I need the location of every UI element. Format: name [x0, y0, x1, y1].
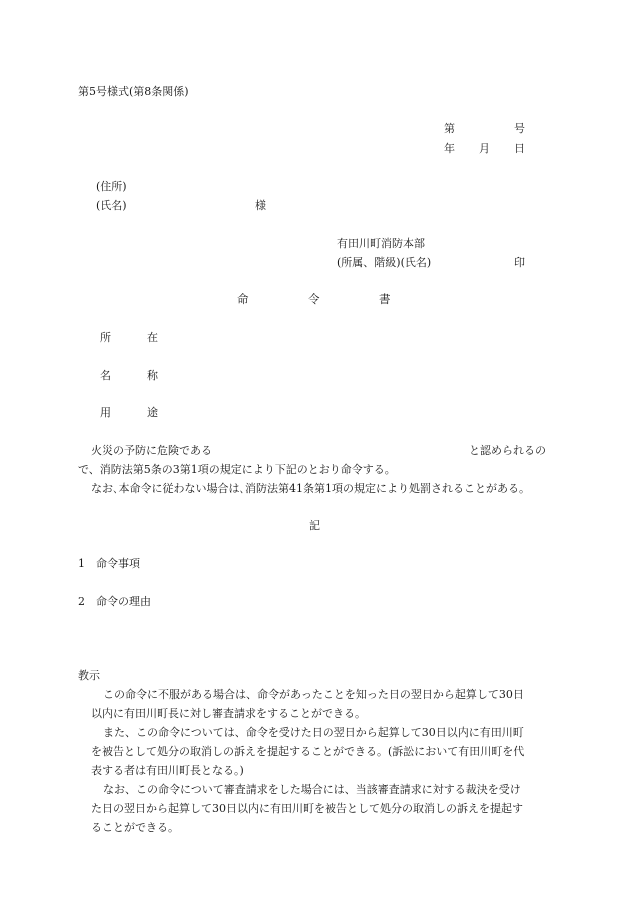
form-label: 第5号様式(第8条関係) — [78, 85, 189, 98]
title-char-sho: 書 — [379, 292, 391, 306]
issuer-position-label: (所属、階級)(氏名) — [337, 256, 432, 269]
notice-heading: 教示 — [78, 669, 100, 682]
field-name-char-1: 名 — [100, 369, 111, 382]
body-line-3: なお､本命令に従わない場合は､消防法第41条第1項の規定により処罰されることがある。 — [91, 482, 530, 495]
item-order-reason: 2 命令の理由 — [78, 595, 151, 608]
issuer-organization: 有田川町消防本部 — [337, 237, 425, 250]
notice-line-6: なお、この命令について審査請求をした場合には、当該審査請求に対する裁決を受け — [103, 783, 521, 796]
notice-line-8: ることができる。 — [91, 821, 179, 834]
field-use-char-1: 用 — [100, 406, 111, 419]
document-number-prefix: 第 — [444, 122, 455, 135]
issuer-seal-mark: 印 — [514, 256, 525, 269]
field-use-char-2: 途 — [147, 406, 158, 419]
notice-line-5: 表する者は有田川町長となる。) — [91, 764, 244, 777]
record-mark: 記 — [309, 519, 320, 532]
title-char-rei: 令 — [308, 292, 320, 306]
document-number-suffix: 号 — [514, 122, 525, 135]
field-location-char-2: 在 — [147, 331, 158, 344]
body-line-1-end: と認められるの — [469, 444, 546, 457]
title-char-mei: 命 — [237, 292, 249, 306]
body-line-2: で、消防法第5条の3第1項の規定により下記のとおり命令する。 — [78, 463, 396, 476]
recipient-name-label: (氏名) — [96, 199, 127, 212]
item-order-matters: 1 命令事項 — [78, 557, 140, 570]
notice-line-1: この命令に不服がある場合は、命令があったことを知った日の翌日から起算して30日 — [103, 688, 524, 701]
notice-line-4: を被告として処分の取消しの訴えを提起することができる。(訴訟において有田川町を代 — [91, 745, 525, 758]
notice-line-2: 以内に有田川町長に対し審査請求をすることができる。 — [91, 707, 366, 720]
body-line-1-start: 火災の予防に危険である — [91, 444, 212, 457]
field-name-char-2: 称 — [147, 369, 158, 382]
recipient-address-label: (住所) — [96, 180, 127, 193]
notice-line-7: た日の翌日から起算して30日以内に有田川町を被告として処分の取消しの訴えを提起す — [91, 802, 523, 815]
field-location-char-1: 所 — [100, 331, 111, 344]
date-day-label: 日 — [514, 142, 525, 155]
date-year-label: 年 — [444, 142, 455, 155]
recipient-honorific: 様 — [255, 199, 266, 212]
date-month-label: 月 — [479, 142, 490, 155]
notice-line-3: また、この命令については、命令を受けた日の翌日から起算して30日以内に有田川町 — [103, 726, 524, 739]
